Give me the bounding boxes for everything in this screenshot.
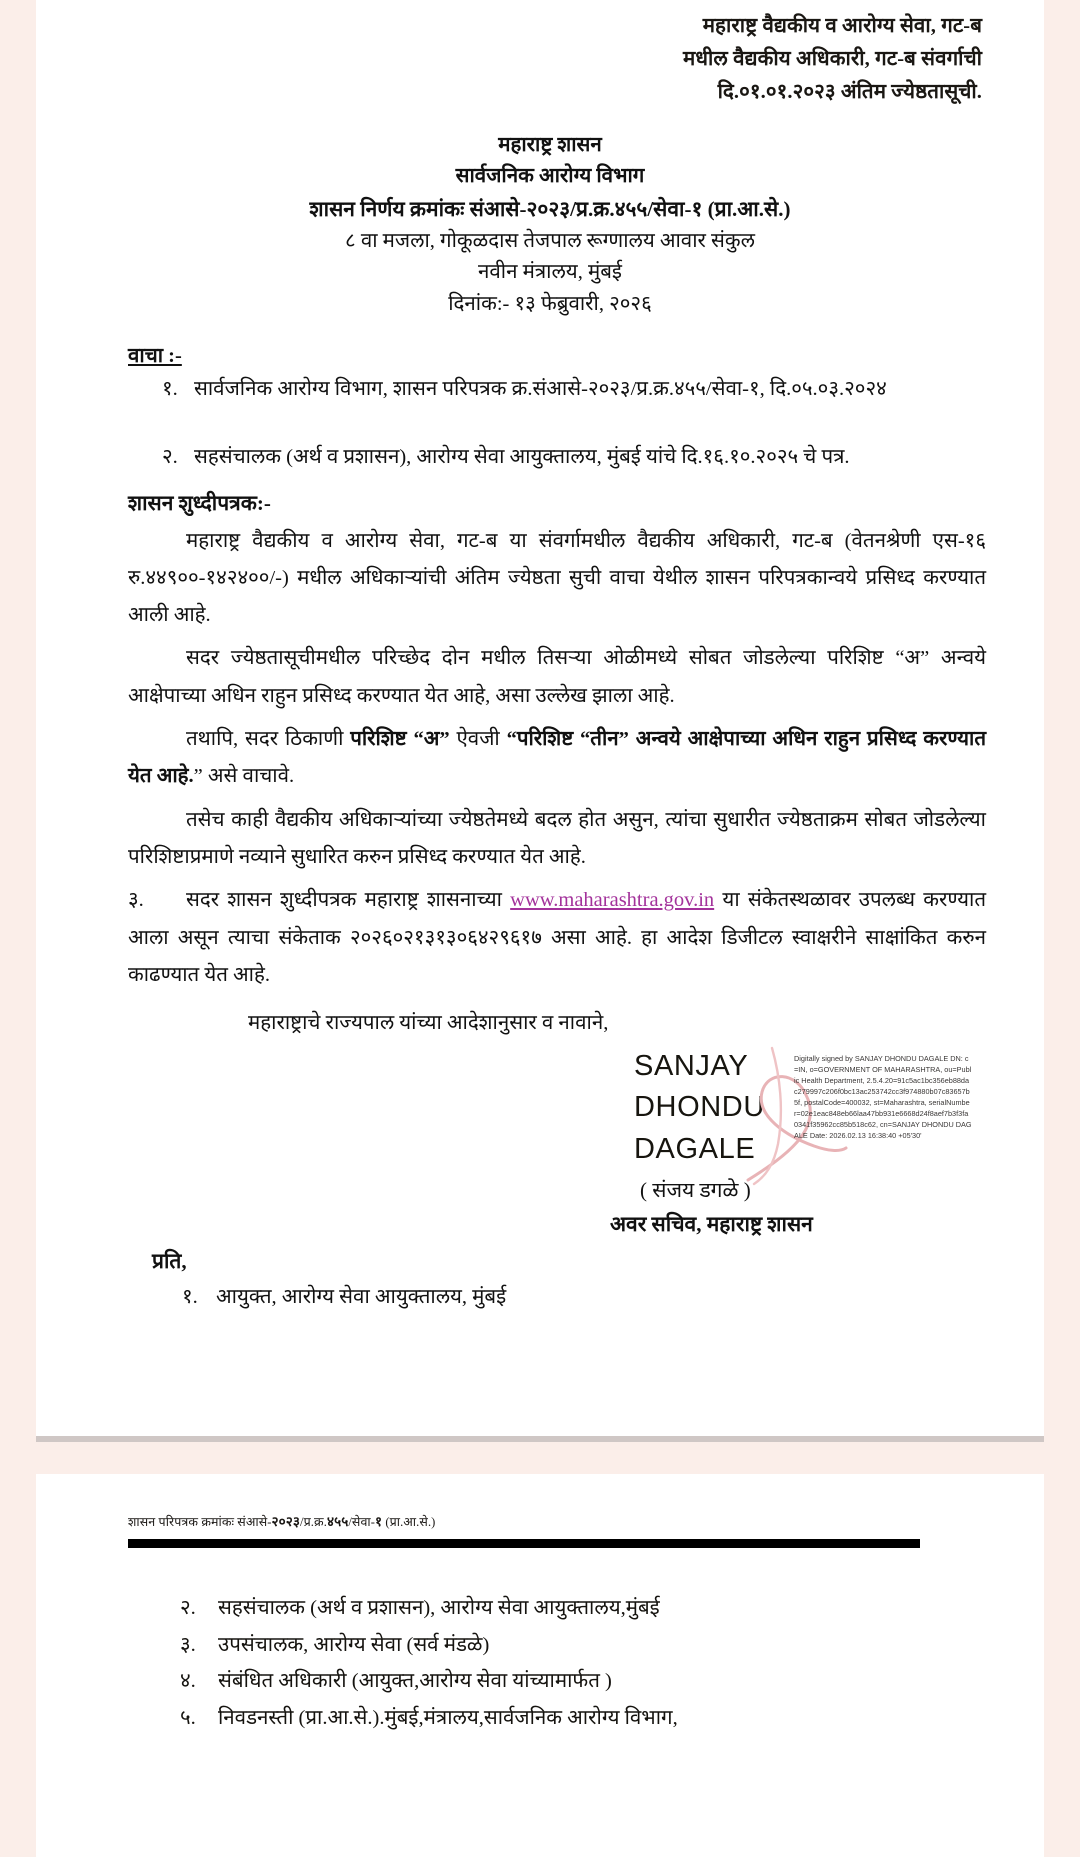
page-separator xyxy=(0,1442,1080,1474)
paragraph-3-lead: तथापि, सदर ठिकाणी xyxy=(186,728,351,751)
running-header-case-no: ४५५ xyxy=(326,1513,349,1529)
signatory-name-line-3: DAGALE xyxy=(634,1132,756,1165)
document-page-2 xyxy=(36,1474,1044,1857)
page-1-bottom-spacer xyxy=(128,1316,986,1436)
paragraph-5-number: ३. xyxy=(128,889,144,912)
governor-order-line: महाराष्ट्राचे राज्यपाल यांच्या आदेशानुसार व नावाने, xyxy=(248,1012,609,1035)
govt-title: महाराष्ट्र शासन xyxy=(498,133,602,156)
running-header-mid-1: /प्र.क्र. xyxy=(300,1514,327,1529)
list-marker: १. xyxy=(162,377,178,400)
list-marker: २. xyxy=(180,1596,196,1619)
list-item-text: संबंधित अधिकारी (आयुक्त,आरोग्य सेवा यांच्यामार्फत ) xyxy=(218,1670,612,1693)
list-item xyxy=(180,1627,1044,1664)
signatory-name-marathi: ( संजय डगळे ) xyxy=(640,1178,751,1203)
list-item-text: सार्वजनिक आरोग्य विभाग, शासन परिपत्रक क्र.संआसे-२०२३/प्र.क्र.४५५/सेवा-१, दि.०५.०३.२०२४ xyxy=(194,377,887,400)
list-item xyxy=(180,1663,1044,1700)
list-item-text: आयुक्त, आरोग्य सेवा आयुक्तालय, मुंबई xyxy=(216,1286,507,1309)
address-line-2: नवीन मंत्रालय, मुंबई xyxy=(478,261,622,284)
signatory-name xyxy=(634,1046,765,1170)
list-marker: १. xyxy=(182,1286,198,1309)
vacha-reference-list xyxy=(128,373,986,475)
section-heading: शासन शुध्दीपत्रक:- xyxy=(128,490,271,515)
list-marker: ३. xyxy=(180,1633,196,1656)
list-marker: २. xyxy=(162,446,178,469)
list-item-text: सहसंचालक (अर्थ व प्रशासन), आरोग्य सेवा आयुक्तालय, मुंबई यांचे दि.१६.१०.२०२५ चे पत्र. xyxy=(194,446,850,469)
header-line-3: दि.०१.०१.२०२३ अंतिम ज्येष्ठतासूची. xyxy=(717,81,982,104)
header-line-1: महाराष्ट्र वैद्यकीय व आरोग्य सेवा, गट-ब xyxy=(702,15,982,37)
appendix-a-emphasis: परिशिष्ट “अ” xyxy=(350,728,450,751)
maharashtra-gov-link[interactable]: www.maharashtra.gov.in xyxy=(510,889,715,912)
list-item xyxy=(182,1279,986,1315)
appendix-three-emphasis: “परिशिष्ट “तीन” अन्वये आक्षेपाच्या अधिन राहुन प्रसिध्द करण्यात येत आहे. xyxy=(128,728,987,788)
running-header-pre: शासन परिपत्रक क्रमांकः संआसे- xyxy=(128,1514,272,1529)
running-header-mid-2: /सेवा- xyxy=(348,1514,376,1529)
paragraph-5-text-b: या संकेतस्थळावर उपलब्ध करण्यात आला असून त्याचा संकेताक २०२६०२१३१३०६४२९६१७ असा आहे. हा आदेश डिजीटल स्वाक्षरीने साक्षांकित करुन काढण्यात येत आहे. xyxy=(128,889,987,986)
header-line-2: मधील वैद्यकीय अधिकारी, गट-ब संवर्गाची xyxy=(683,48,982,71)
paragraph-4: तसेच काही वैद्यकीय अधिकाऱ्यांच्या ज्येष्ठतेमध्ये बदल होत असुन, त्यांचा सुधारीत ज्येष्ठताक्रम सोबत जोडलेल्या परिशिष्टाप्रमाणे नव्याने सुधारित करुन प्रसिध्द करण्यात येत आहे. xyxy=(128,808,986,868)
vacha-label: वाचा :- xyxy=(128,344,182,367)
running-header-tail: (प्रा.आ.से.) xyxy=(382,1514,436,1529)
list-item xyxy=(180,1700,1044,1737)
department-title: सार्वजनिक आरोग्य विभाग xyxy=(455,165,645,188)
address-line-1: ८ वा मजला, गोकूळदास तेजपाल रूग्णालय आवार संकुल xyxy=(345,229,755,252)
digital-signature-certificate: Digitally signed by SANJAY DHONDU DAGALE DN: c=IN, o=GOVERNMENT OF MAHARASHTRA, ou=Public Health Department, 2.5.4.20=91c5ac1bc356eb88dac279997c206f0bc13ac253742cc3f974880b07c83657b5f, postalCode=400032, st=Maharashtra, serialNumber=02e1eac848eb66laa47bb931e6668d24f8aef7b3f3fa0341f35962cc85b518c62, cn=SANJAY DHONDU DAGALE Date: 2026.02.13 16:38:40 +05'30' xyxy=(794,1054,972,1140)
signatory-designation: अवर सचिव, महाराष्ट्र शासन xyxy=(610,1212,813,1237)
horizontal-rule xyxy=(128,1539,920,1548)
title-block xyxy=(36,130,1044,321)
running-header-year: २०२३ xyxy=(271,1513,301,1529)
prati-label: प्रति, xyxy=(152,1249,187,1274)
running-header-seva-no: १ xyxy=(375,1513,383,1529)
page-header-block xyxy=(36,0,1044,110)
paragraph-3 xyxy=(128,721,986,796)
list-marker: ४. xyxy=(180,1670,196,1693)
paragraph-3-tail: ” असे वाचावे. xyxy=(193,765,295,788)
document-page-1 xyxy=(36,0,1044,1442)
paragraph-2: सदर ज्येष्ठतासूचीमधील परिच्छेद दोन मधील तिसऱ्या ओळीमध्ये सोबत जोडलेल्या परिशिष्ट “अ” अन्वये आक्षेपाच्या अधिन राहुन प्रसिध्द करण्यात येत आहे, असा उल्लेख झाला आहे. xyxy=(128,647,986,707)
paragraph-5-text-a: सदर शासन शुध्दीपत्रक महाराष्ट्र शासनाच्या xyxy=(186,889,511,912)
list-item xyxy=(180,1590,1044,1627)
signatory-name-line-2: DHONDU xyxy=(634,1091,765,1124)
order-number: शासन निर्णय क्रमांकः संआसे-२०२३/प्र.क्र.४५५/सेवा-१ (प्रा.आ.से.) xyxy=(309,197,791,222)
order-date: दिनांक:- १३ फेब्रुवारी, २०२६ xyxy=(448,293,652,316)
paragraph-3-mid: ऐवजी xyxy=(449,728,507,751)
page-2-distribution-list xyxy=(36,1590,1044,1738)
list-marker: ५. xyxy=(180,1707,196,1730)
list-item xyxy=(162,373,986,439)
list-item-text: सहसंचालक (अर्थ व प्रशासन), आरोग्य सेवा आयुक्तालय,मुंबई xyxy=(218,1596,660,1619)
page-2-running-header xyxy=(36,1474,1044,1530)
paragraph-1: महाराष्ट्र वैद्यकीय व आरोग्य सेवा, गट-ब या संवर्गामधील वैद्यकीय अधिकारी, गट-ब (वेतनश्रेणी एस-१६ रु.४४९००-१४२४००/-) मधील अधिकाऱ्यांची अंतिम ज्येष्ठता सुची वाचा येथील शासन परिपत्रकान्वये प्रसिध्द करण्यात आली आहे. xyxy=(128,529,986,627)
page-1-body xyxy=(36,321,1044,1436)
list-item-text: उपसंचालक, आरोग्य सेवा (सर्व मंडळे) xyxy=(218,1633,490,1656)
paragraph-5 xyxy=(128,882,986,994)
prati-distribution-list xyxy=(128,1279,986,1315)
page-2-bottom-spacer xyxy=(36,1737,1044,1857)
signature-block xyxy=(128,1038,986,1243)
list-item xyxy=(162,441,986,474)
list-item-text: निवडनस्ती (प्रा.आ.से.).मुंबई,मंत्रालय,सार्वजनिक आरोग्य विभाग, xyxy=(218,1707,678,1730)
signatory-name-line-1: SANJAY xyxy=(634,1050,749,1083)
